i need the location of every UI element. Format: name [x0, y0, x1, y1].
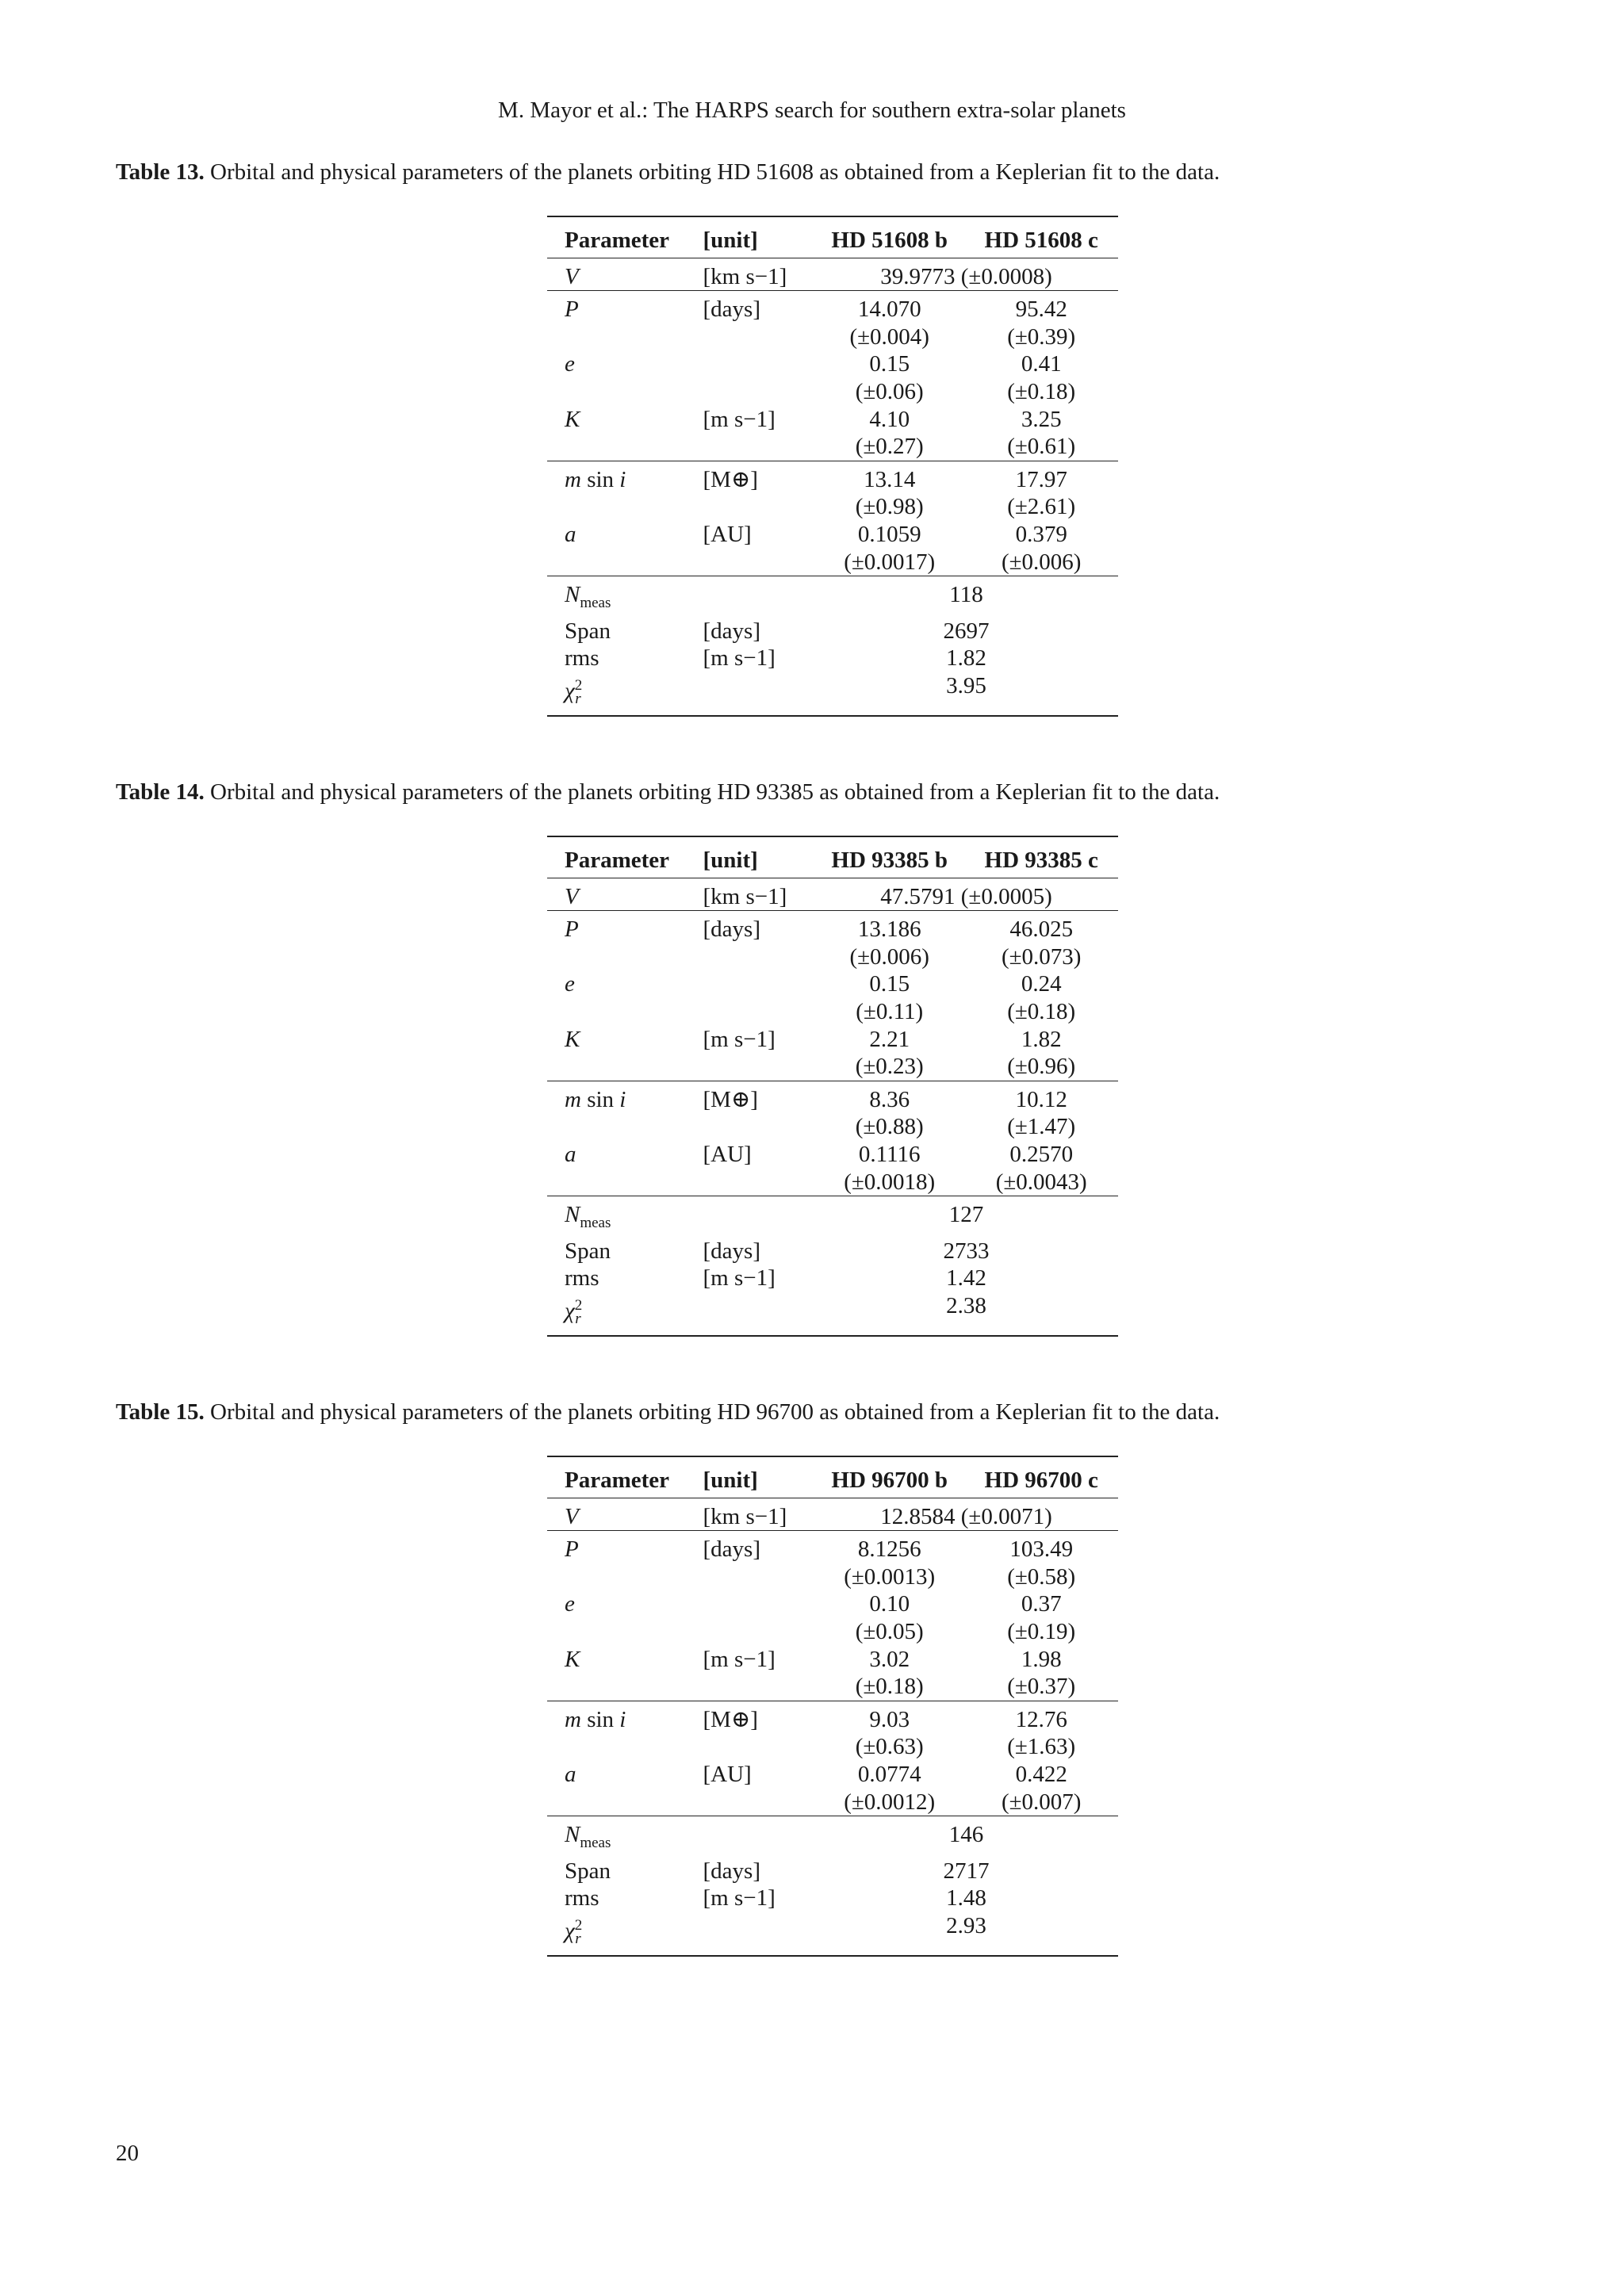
table-row — [547, 911, 1118, 971]
unit: [m s−1] — [703, 645, 776, 672]
unit: [M⊕] — [703, 1086, 758, 1112]
table-row — [547, 1498, 1118, 1531]
page-number: 20 — [116, 2141, 139, 2166]
value-b: 9.03 (±0.63) — [855, 1706, 924, 1760]
param-chi2: $\chi^2_r$ — [547, 1912, 703, 1956]
value-b: 0.1116 (±0.0018) — [814, 1141, 964, 1196]
value-merged: 1.82 — [946, 645, 986, 672]
parameter-table — [547, 216, 1118, 717]
param-msini: m sin i — [565, 1086, 626, 1112]
param-K: K — [547, 1026, 703, 1081]
header-planet-b: HD 93385 b — [814, 836, 964, 878]
unit: [days] — [703, 618, 760, 644]
value-c: 0.24 (±0.18) — [1007, 971, 1076, 1024]
table-row — [547, 1701, 1118, 1761]
caption-text: Orbital and physical parameters of the planets orbiting HD 51608 as obtained from a Keplerian fit to the data. — [204, 159, 1220, 185]
value-b: 0.15 (±0.06) — [855, 351, 924, 404]
value-c: 1.98 (±0.37) — [964, 1646, 1118, 1701]
param-nmeas: $N_{meas}$ — [565, 582, 611, 611]
header-planet-b: HD 96700 b — [814, 1456, 964, 1498]
value-c: 12.76 (±1.63) — [1007, 1706, 1076, 1760]
table-row — [547, 350, 1118, 405]
unit: [AU] — [703, 1761, 815, 1816]
param-e: e — [565, 351, 575, 377]
table-row — [547, 618, 1118, 645]
value-b: 4.10 (±0.27) — [814, 406, 964, 461]
value-b: 0.10 (±0.05) — [855, 1591, 924, 1644]
table-row — [547, 291, 1118, 351]
param-a: a — [547, 1761, 703, 1816]
table-row — [547, 672, 1118, 716]
table-caption — [116, 159, 1511, 186]
value-b: 0.15 (±0.11) — [856, 971, 924, 1024]
value-merged: 118 — [949, 582, 983, 608]
value-merged: 2717 — [943, 1858, 990, 1884]
header-planet-c: HD 96700 c — [964, 1456, 1118, 1498]
table-row — [547, 1026, 1118, 1081]
table-caption — [116, 779, 1511, 806]
unit: [days] — [703, 1858, 760, 1884]
value-merged: 2.93 — [814, 1912, 1118, 1956]
table-row — [547, 576, 1118, 618]
unit — [703, 1196, 815, 1238]
caption-text: Orbital and physical parameters of the planets orbiting HD 96700 as obtained from a Keplerian fit to the data. — [204, 1399, 1220, 1425]
param-P: P — [565, 297, 579, 323]
value-b: 14.070 (±0.004) — [849, 297, 929, 350]
value-c: 95.42 (±0.39) — [1007, 297, 1076, 350]
value-b: 2.21 (±0.23) — [814, 1026, 964, 1081]
table-label: Table 15. — [116, 1399, 205, 1425]
param-rms: rms — [565, 1265, 599, 1292]
unit — [703, 672, 815, 716]
unit: [m s−1] — [703, 1646, 815, 1701]
value-merged: 3.95 — [814, 672, 1118, 716]
table-row — [547, 970, 1118, 1025]
header-unit: [unit] — [703, 1456, 815, 1498]
unit: [days] — [703, 297, 760, 323]
header-planet-c: HD 93385 c — [964, 836, 1118, 878]
param-span: Span — [565, 1858, 611, 1884]
value-c: 1.82 (±0.96) — [964, 1026, 1118, 1081]
value-c: 0.41 (±0.18) — [1007, 351, 1076, 404]
value-b: 13.186 (±0.006) — [849, 916, 929, 970]
value-merged: 47.5791 (±0.0005) — [814, 878, 1118, 911]
value-merged: 39.9773 (±0.0008) — [814, 258, 1118, 291]
value-c: 103.49 (±0.58) — [1007, 1536, 1076, 1590]
caption-text: Orbital and physical parameters of the planets orbiting HD 93385 as obtained from a Keplerian fit to the data. — [204, 779, 1220, 805]
unit: [m s−1] — [703, 1885, 776, 1911]
value-c: 3.25 (±0.61) — [964, 406, 1118, 461]
param-e: e — [565, 1591, 575, 1617]
unit — [703, 1590, 815, 1645]
table-label: Table 14. — [116, 779, 205, 805]
value-merged: 1.48 — [946, 1885, 986, 1911]
header-parameter: Parameter — [547, 216, 703, 258]
unit: [AU] — [703, 521, 815, 576]
table-row — [547, 1196, 1118, 1238]
value-c: 0.37 (±0.19) — [1007, 1591, 1076, 1644]
param-V: V — [547, 1498, 703, 1531]
unit — [703, 1292, 815, 1336]
param-span: Span — [565, 618, 611, 644]
running-head: M. Mayor et al.: The HARPS search for southern extra-solar planets — [498, 98, 1126, 123]
unit — [703, 1816, 815, 1858]
table-row — [547, 1141, 1118, 1196]
param-chi2: $\chi^2_r$ — [547, 672, 703, 716]
unit: [km s−1] — [703, 878, 815, 911]
value-b: 0.0774 (±0.0012) — [814, 1761, 964, 1816]
table-label: Table 13. — [116, 159, 205, 185]
value-c: 0.422 (±0.007) — [964, 1761, 1118, 1816]
param-nmeas: $N_{meas}$ — [565, 1822, 611, 1851]
unit — [703, 576, 815, 618]
unit: [M⊕] — [703, 1706, 758, 1732]
table-row — [547, 1292, 1118, 1336]
param-msini: m sin i — [565, 466, 626, 492]
value-merged: 127 — [948, 1202, 984, 1228]
value-b: 13.14 (±0.98) — [855, 466, 924, 520]
value-merged: 2697 — [943, 618, 990, 644]
header-parameter: Parameter — [547, 836, 703, 878]
param-P: P — [565, 1536, 579, 1563]
table-row — [547, 1081, 1118, 1141]
unit: [m s−1] — [703, 406, 815, 461]
value-c: 0.379 (±0.006) — [964, 521, 1118, 576]
unit: [AU] — [703, 1141, 815, 1196]
param-P: P — [565, 916, 579, 943]
table-row — [547, 1590, 1118, 1645]
table-caption — [116, 1399, 1511, 1425]
value-b: 3.02 (±0.18) — [814, 1646, 964, 1701]
unit: [M⊕] — [703, 466, 758, 492]
unit: [km s−1] — [703, 1498, 815, 1531]
table-row — [547, 1816, 1118, 1858]
table-row — [547, 1885, 1118, 1912]
param-K: K — [547, 1646, 703, 1701]
value-merged: 146 — [948, 1822, 984, 1848]
param-rms: rms — [565, 645, 599, 672]
header-planet-b: HD 51608 b — [814, 216, 964, 258]
param-e: e — [565, 971, 575, 997]
table-row — [547, 521, 1118, 576]
unit: [m s−1] — [703, 1026, 815, 1081]
value-merged: 12.8584 (±0.0071) — [814, 1498, 1118, 1531]
table-row — [547, 258, 1118, 291]
parameter-table — [547, 836, 1118, 1337]
param-K: K — [547, 406, 703, 461]
header-planet-c: HD 51608 c — [964, 216, 1118, 258]
header-parameter: Parameter — [547, 1456, 703, 1498]
param-rms: rms — [565, 1885, 599, 1911]
table-row — [547, 1238, 1118, 1265]
table-row — [547, 1912, 1118, 1956]
table-row — [547, 1265, 1118, 1292]
table-row — [547, 878, 1118, 911]
value-merged: 2733 — [943, 1238, 990, 1264]
value-b: 0.1059 (±0.0017) — [814, 521, 964, 576]
param-V: V — [547, 258, 703, 291]
value-merged: 1.42 — [946, 1265, 986, 1292]
value-c: 46.025 (±0.073) — [1001, 916, 1082, 970]
unit — [703, 1912, 815, 1956]
parameter-table — [547, 1456, 1118, 1957]
param-a: a — [547, 1141, 703, 1196]
value-c: 17.97 (±2.61) — [1007, 466, 1076, 520]
table-row — [547, 1646, 1118, 1701]
value-merged: 2.38 — [814, 1292, 1118, 1336]
unit — [703, 970, 815, 1025]
table-row — [547, 1858, 1118, 1885]
unit: [days] — [703, 1238, 760, 1264]
param-a: a — [547, 521, 703, 576]
param-chi2: $\chi^2_r$ — [547, 1292, 703, 1336]
table-row — [547, 406, 1118, 461]
param-nmeas: $N_{meas}$ — [565, 1202, 611, 1231]
param-span: Span — [565, 1238, 611, 1264]
unit: [days] — [703, 916, 760, 943]
table-row — [547, 461, 1118, 521]
value-c: 0.2570 (±0.0043) — [964, 1141, 1118, 1196]
unit: [km s−1] — [703, 258, 815, 291]
table-row — [547, 645, 1118, 672]
value-b: 8.1256 (±0.0013) — [844, 1536, 936, 1590]
value-b: 8.36 (±0.88) — [855, 1086, 924, 1140]
header-unit: [unit] — [703, 216, 815, 258]
header-unit: [unit] — [703, 836, 815, 878]
unit — [703, 350, 815, 405]
unit: [m s−1] — [703, 1265, 776, 1292]
table-row — [547, 1531, 1118, 1591]
param-msini: m sin i — [565, 1706, 626, 1732]
table-row — [547, 1761, 1118, 1816]
param-V: V — [547, 878, 703, 911]
unit: [days] — [703, 1536, 760, 1563]
value-c: 10.12 (±1.47) — [1007, 1086, 1076, 1140]
